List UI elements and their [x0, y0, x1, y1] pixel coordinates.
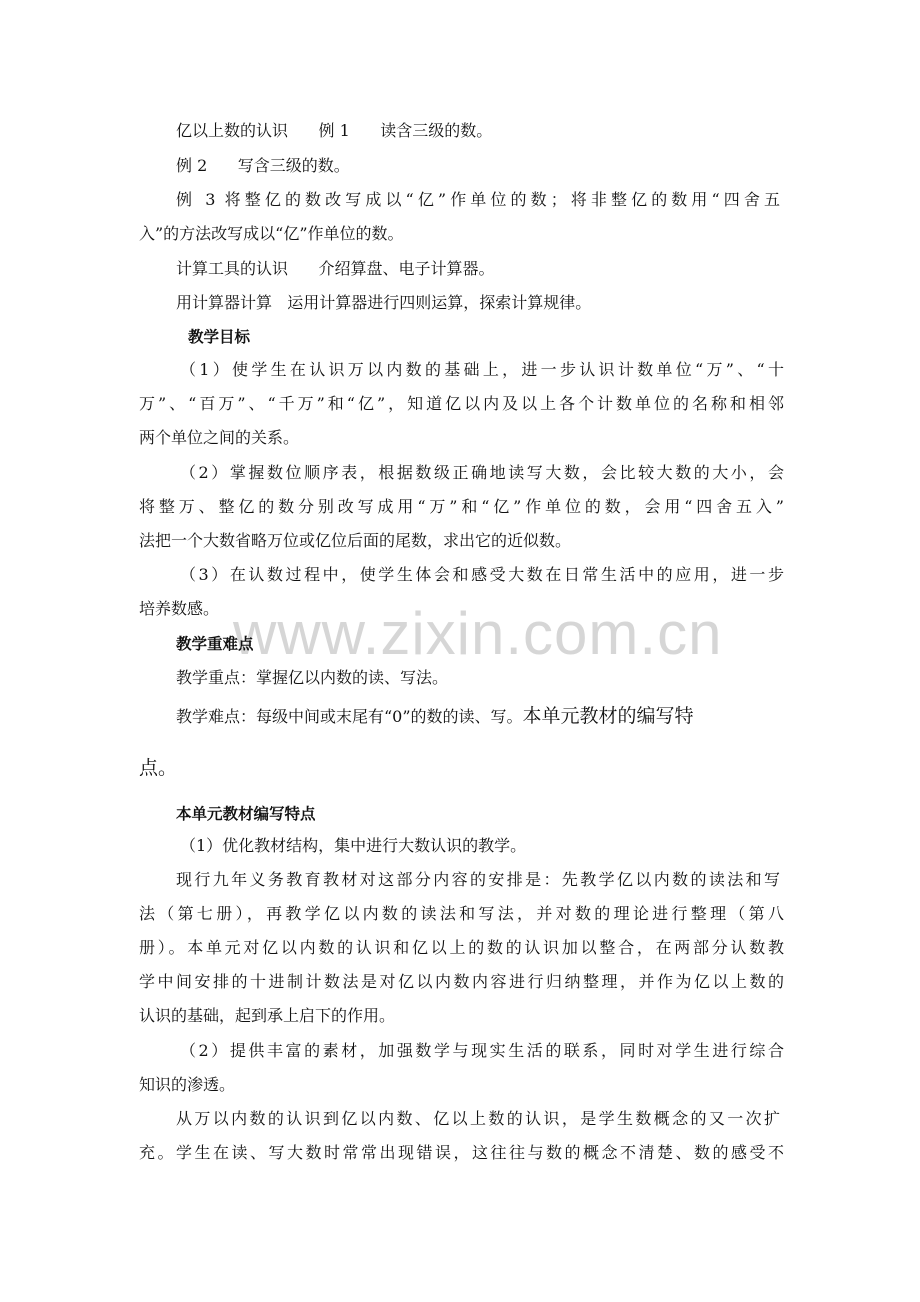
text-line: 充。学生在读、写大数时常常出现错误，这往往与数的概念不清楚、数的感受不 [139, 1143, 784, 1162]
text-line: （1）使学生在认识万以内数的基础上，进一步认识计数单位“万”、“十 [180, 360, 784, 379]
text-line: 点。 [139, 757, 178, 779]
text-line: （3）在认数过程中，使学生体会和感受大数在日常生活中的应用，进一步 [180, 565, 784, 584]
text-line: 学中间安排的十进制计数法是对亿以内数内容进行归纳整理，并作为亿以上数的 [139, 972, 784, 991]
text-line: 例 2 写含三级的数。 [176, 156, 350, 175]
text-span-large: 本单元教材的编写特 [522, 705, 694, 727]
text-line: （2）掌握数位顺序表，根据数级正确地读写大数，会比较大数的大小，会 [180, 463, 784, 482]
section-heading-features: 本单元教材编写特点 [176, 805, 316, 823]
text-line [176, 705, 694, 728]
text-line: 培养数感。 [139, 599, 220, 618]
text-line: 法（第七册），再教学亿以内数的读法和写法，并对数的理论进行整理（第八 [139, 904, 784, 923]
text-line: 现行九年义务教育教材对这部分内容的安排是：先教学亿以内数的读法和写 [176, 870, 780, 889]
section-heading-key-points: 教学重难点 [176, 635, 254, 653]
text-span: 教学难点：每级中间或末尾有“0”的数的读、写。 [176, 707, 523, 726]
section-heading-goals: 教学目标 [188, 328, 251, 346]
text-line: 法把一个大数省略万位或亿位后面的尾数，求出它的近似数。 [139, 531, 572, 550]
text-line: 亿以上数的认识 例 1 读含三级的数。 [176, 121, 493, 140]
text-line: （1）优化教材结构，集中进行大数认识的教学。 [180, 836, 527, 855]
text-line: 从万以内数的认识到亿以内数、亿以上数的认识，是学生数概念的又一次扩 [176, 1109, 780, 1128]
text-line: 万”、“百万”、“千万”和“亿”，知道亿以内及以上各个计数单位的名称和相邻 [139, 394, 784, 413]
text-line: 计算工具的认识 介绍算盘、电子计算器。 [176, 259, 495, 278]
watermark-text: www.zixin.com.cn [233, 600, 723, 667]
text-line: 入”的方法改写成以“亿”作单位的数。 [139, 224, 404, 243]
text-line: 认识的基础，起到承上启下的作用。 [139, 1006, 396, 1025]
text-line: 用计算器计算 运用计算器进行四则运算，探索计算规律。 [176, 293, 592, 312]
text-line: 册）。本单元对亿以内数的认识和亿以上的数的认识加以整合，在两部分认数教 [139, 938, 784, 957]
text-line: 将整万、整亿的数分别改写成用“万”和“亿”作单位的数，会用“四舍五入” [139, 497, 784, 516]
text-line: 两个单位之间的关系。 [139, 428, 300, 447]
text-line: （2）提供丰富的素材，加强数学与现实生活的联系，同时对学生进行综合 [180, 1041, 784, 1060]
text-line: 知识的渗透。 [139, 1075, 236, 1094]
text-line: 教学重点：掌握亿以内数的读、写法。 [176, 668, 449, 687]
text-line: 例 3 将整亿的数改写成以“亿”作单位的数；将非整亿的数用“四舍五 [176, 190, 780, 209]
